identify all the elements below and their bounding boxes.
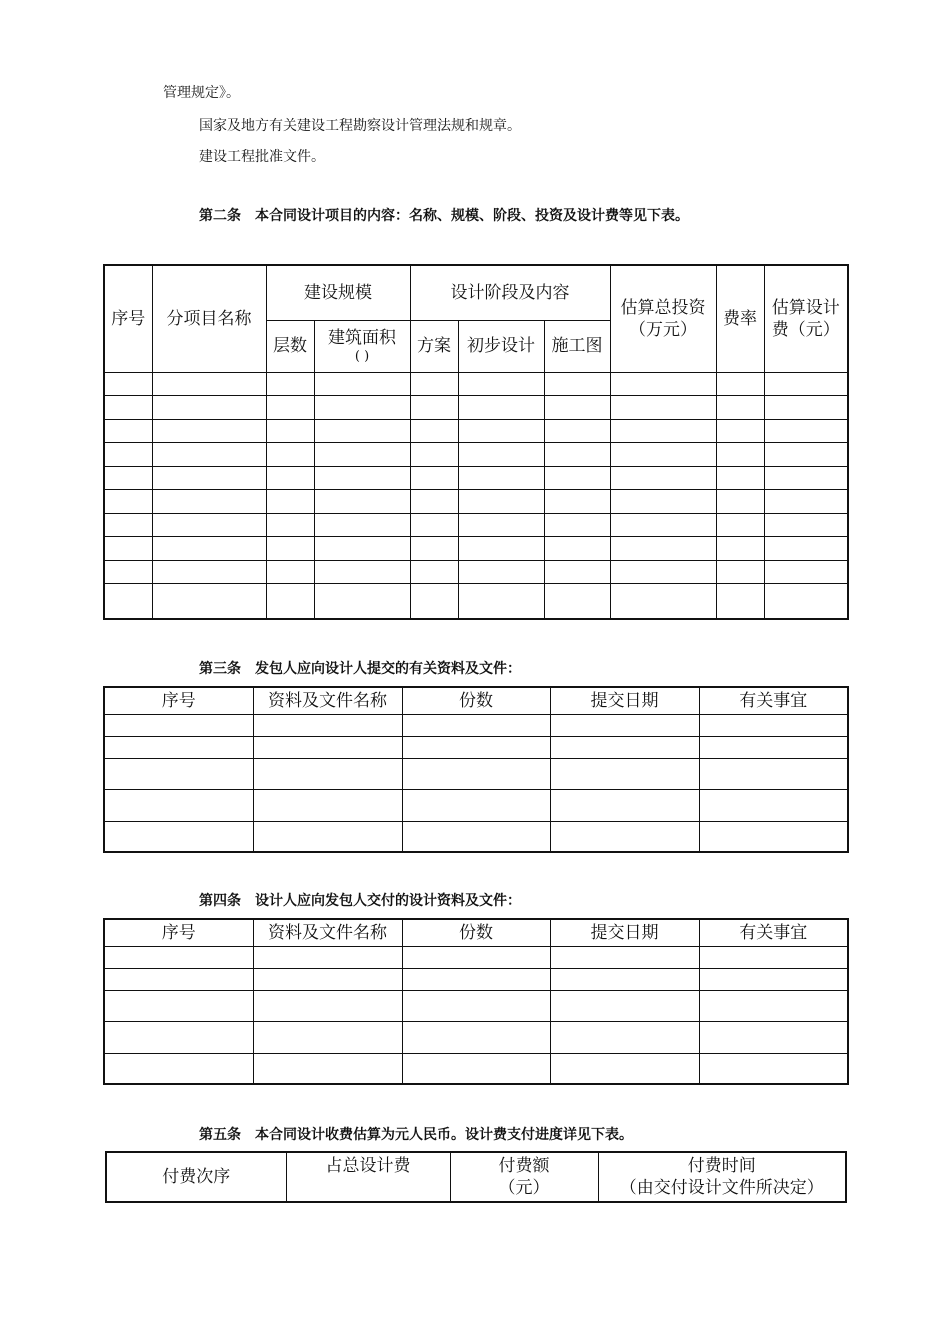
header-copies: 份数	[402, 919, 550, 946]
header-item-name: 分项目名称	[152, 265, 266, 372]
header-remarks: 有关事宜	[699, 919, 848, 946]
table-row	[104, 419, 848, 443]
header-submit-date: 提交日期	[550, 919, 699, 946]
header-payment-order: 付费次序	[106, 1152, 286, 1202]
header-seq: 序号	[104, 919, 253, 946]
header-seq: 序号	[104, 687, 253, 714]
article-3-heading: 第三条 发包人应向设计人提交的有关资料及文件：	[199, 661, 521, 677]
table-row	[104, 821, 848, 852]
header-construction-drawing: 施工图	[544, 320, 610, 372]
header-estimated-fee: 估算设计 费（元）	[764, 265, 848, 372]
header-copies: 份数	[402, 687, 550, 714]
header-preliminary-design: 初步设计	[458, 320, 544, 372]
article-5-heading: 第五条 本合同设计收费估算为元人民币。设计费支付进度详见下表。	[199, 1127, 633, 1143]
client-materials-table	[103, 686, 849, 853]
table-row	[104, 1021, 848, 1053]
table-row	[104, 396, 848, 420]
table-row	[104, 789, 848, 821]
table-row	[104, 946, 848, 968]
table-row	[104, 758, 848, 789]
header-build-scale: 建设规模	[266, 265, 410, 320]
header-document-name: 资料及文件名称	[253, 919, 402, 946]
table-row	[104, 443, 848, 467]
table-row	[104, 968, 848, 990]
table-row	[104, 513, 848, 537]
project-content-table	[103, 264, 849, 620]
header-submit-date: 提交日期	[550, 687, 699, 714]
article-2-heading: 第二条 本合同设计项目的内容：名称、规模、阶段、投资及设计费等见下表。	[199, 208, 689, 224]
header-payment-amount: 付费额 （元）	[450, 1152, 598, 1202]
article-4-heading: 第四条 设计人应向发包人交付的设计资料及文件：	[199, 893, 521, 909]
designer-deliverables-table	[103, 918, 849, 1085]
payment-schedule-table	[105, 1151, 847, 1203]
header-floor-area: 建筑面积 ( )	[314, 320, 410, 372]
intro-line-1: 管理规定》。	[163, 85, 240, 101]
header-scheme: 方案	[410, 320, 458, 372]
table-row	[104, 736, 848, 758]
header-rate: 费率	[716, 265, 764, 372]
header-remarks: 有关事宜	[699, 687, 848, 714]
intro-line-3: 建设工程批准文件。	[199, 149, 325, 165]
table-row	[104, 466, 848, 490]
table-row	[104, 560, 848, 584]
header-floors: 层数	[266, 320, 314, 372]
table-row	[104, 537, 848, 561]
table-row	[104, 372, 848, 396]
header-design-stage: 设计阶段及内容	[410, 265, 610, 320]
table-row	[104, 1053, 848, 1084]
table-row	[104, 990, 848, 1021]
table-row	[104, 714, 848, 736]
table-row	[104, 584, 848, 619]
header-estimated-investment: 估算总投资 （万元）	[610, 265, 716, 372]
header-document-name: 资料及文件名称	[253, 687, 402, 714]
table-row	[104, 490, 848, 514]
header-seq: 序号	[104, 265, 152, 372]
intro-line-2: 国家及地方有关建设工程勘察设计管理法规和规章。	[199, 118, 521, 134]
header-payment-time: 付费时间 （由交付设计文件所决定）	[598, 1152, 846, 1202]
header-percent-of-fee: 占总设计费	[286, 1152, 450, 1202]
